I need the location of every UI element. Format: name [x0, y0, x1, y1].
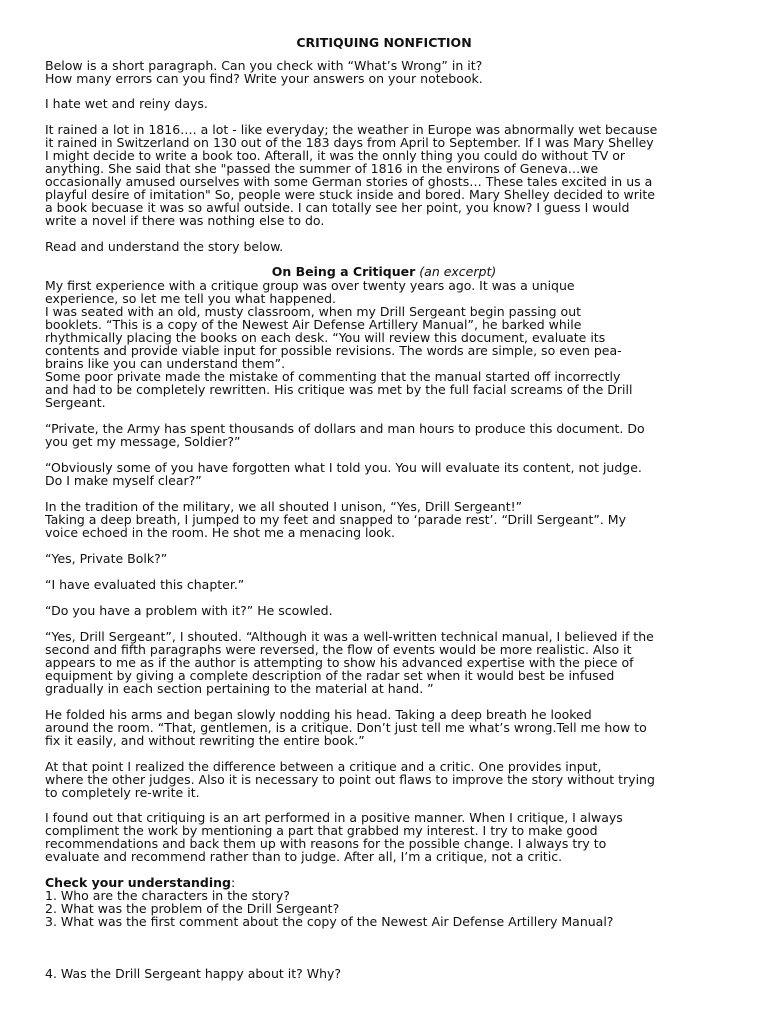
question-2: 2. What was the problem of the Drill Sergeant?	[45, 901, 340, 916]
quote-problem: “Do you have a problem with it?” He scowled.	[45, 603, 333, 618]
quote-yes-private: “Yes, Private Bolk?”	[45, 551, 168, 566]
intro-text: Below is a short paragraph. Can you check with “What’s Wrong” in it? How many errors can you find? Write your answers on your notebook.	[45, 58, 483, 86]
check-heading-colon: :	[231, 875, 236, 890]
error-line: I hate wet and reiny days.	[45, 96, 208, 111]
quote-evaluated: “I have evaluated this chapter.”	[45, 577, 245, 592]
quote-private: “Private, the Army has spent thousands of dollars and man hours to produce this document. Do you get my message, Soldier?”	[45, 421, 645, 449]
story-paragraph-3: He folded his arms and began slowly nodding his head. Taking a deep breath he looked around the room. “That, gentlemen, is a critique. Don’t just tell me what’s wrong.Tell me how to fix it easily, and without rewriting the entire book.”	[45, 707, 647, 748]
story-title: On Being a Critiquer	[271, 264, 416, 279]
question-1: 1. Who are the characters in the story?	[45, 888, 290, 903]
story-paragraph-5: I found out that critiquing is an art performed in a positive manner. When I critique, I always compliment the work by mentioning a part that grabbed my interest. I try to make good recommendations and back them up with reasons for the possible change. I always try to evaluate and recommend rather than to judge. After all, I’m a critique, not a critic.	[45, 810, 623, 864]
quote-critique-reply: “Yes, Drill Sergeant”, I shouted. “Although it was a well-written technical manual, I believed if the second and fifth paragraphs were reversed, the flow of events would be more realistic. Also it appears to me as if the author is attempting to show his advanced expertise with the piece of equipment by giving a complete description of the radar set when it would best be infused gradually in each section pertaining to the material at hand. ”	[45, 629, 654, 696]
story-paragraph-1: My first experience with a critique group was over twenty years ago. It was a unique experience, so let me tell you what happened. I was seated with an old, musty classroom, when my Drill Sergeant begin passing out booklets. “This is a copy of the Newest Air Defense Artillery Manual”, he barked while rhythmically placing the books on each desk. “You will review this document, evaluate its contents and provide viable input for possible revisions. The words are simple, so even pea- brains like you can understand them”. Some poor private made the mistake of commenting that the manual started off incorrectly and had to be completely rewritten. His critique was met by the full facial screams of the Drill Sergeant.	[45, 278, 633, 410]
story-heading	[0, 265, 768, 278]
quote-obviously: “Obviously some of you have forgotten what I told you. You will evaluate its content, not judge. Do I make myself clear?”	[45, 460, 642, 488]
question-4: 4. Was the Drill Sergeant happy about it? Why?	[45, 966, 342, 981]
story-paragraph-2: In the tradition of the military, we all shouted I unison, “Yes, Drill Sergeant!” Taking a deep breath, I jumped to my feet and snapped to ‘parade rest’. “Drill Sergeant”. My voice echoed in the room. He shot me a menacing look.	[45, 499, 626, 540]
error-paragraph: It rained a lot in 1816…. a lot - like everyday; the weather in Europe was abnormally wet because it rained in Switzerland on 130 out of the 183 days from April to September. If I was Mary Shelley I might decide to write a book too. Afterall, it was the onnly thing you could do without TV or anything. She said that she "passed the summer of 1816 in the environs of Geneva…we occasionally amused ourselves with some German stories of ghosts… These tales excited in us a playful desire of imitation" So, people were stuck inside and bored. Mary Shelley decided to write a book becuase it was so awful outside. I can totally see her point, you know? I guess I would write a novel if there was nothing else to do.	[45, 122, 658, 228]
page-title: CRITIQUING NONFICTION	[296, 35, 472, 50]
check-heading-text: Check your understanding	[45, 875, 231, 890]
question-3: 3. What was the first comment about the copy of the Newest Air Defense Artillery Manual?	[45, 914, 614, 929]
instruction-text: Read and understand the story below.	[45, 239, 284, 254]
story-paragraph-4: At that point I realized the difference between a critique and a critic. One provides input, where the other judges. Also it is necessary to point out flaws to improve the story without trying to completely re-write it.	[45, 759, 655, 800]
story-subtitle: (an excerpt)	[419, 264, 497, 279]
